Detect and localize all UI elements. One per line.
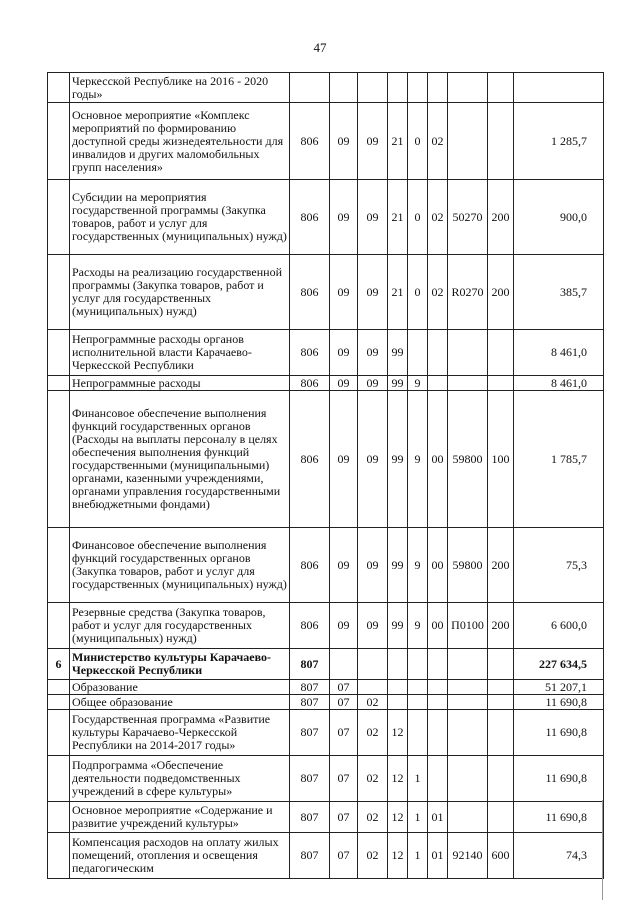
cell-row-number: [48, 603, 70, 649]
cell-row-number: [48, 376, 70, 391]
cell-subprogram: 1: [408, 833, 428, 879]
cell-ministry-code: 807: [290, 680, 330, 695]
cell-program: [388, 649, 408, 680]
cell-direction: [448, 680, 488, 695]
cell-direction: [448, 73, 488, 103]
cell-event: 00: [428, 391, 448, 528]
table-row: [48, 802, 604, 833]
cell-direction: 59800: [448, 391, 488, 528]
cell-subprogram: [408, 710, 428, 756]
cell-expense-type: [488, 802, 514, 833]
cell-subprogram: 9: [408, 391, 428, 528]
cell-event: [428, 73, 448, 103]
cell-subprogram: 0: [408, 255, 428, 330]
cell-direction: R0270: [448, 255, 488, 330]
cell-section: 09: [330, 103, 358, 180]
cell-ministry-code: 807: [290, 756, 330, 802]
cell-program: 99: [388, 330, 408, 376]
cell-subsection: 09: [358, 255, 388, 330]
cell-event: [428, 376, 448, 391]
cell-direction: [448, 710, 488, 756]
cell-subsection: 09: [358, 103, 388, 180]
cell-event: 02: [428, 103, 448, 180]
cell-ministry-code: 806: [290, 528, 330, 603]
cell-subprogram: [408, 680, 428, 695]
cell-program: 99: [388, 603, 408, 649]
cell-event: [428, 330, 448, 376]
cell-row-number: [48, 255, 70, 330]
cell-item-name: Субсидии на мероприятия государственной программы (Закупка товаров, работ и услуг для государственных (муниципальных) нужд): [70, 180, 290, 255]
cell-direction: 92140: [448, 833, 488, 879]
cell-amount: 75,3: [514, 528, 604, 603]
cell-section: 07: [330, 833, 358, 879]
cell-section: 09: [330, 528, 358, 603]
cell-event: 01: [428, 802, 448, 833]
cell-direction: [448, 376, 488, 391]
cell-expense-type: [488, 376, 514, 391]
cell-expense-type: 600: [488, 833, 514, 879]
cell-subsection: 02: [358, 756, 388, 802]
cell-subprogram: 1: [408, 756, 428, 802]
cell-item-name: Образование: [70, 680, 290, 695]
cell-program: 21: [388, 180, 408, 255]
cell-row-number: [48, 802, 70, 833]
cell-expense-type: 200: [488, 528, 514, 603]
cell-event: 00: [428, 528, 448, 603]
cell-event: [428, 756, 448, 802]
cell-event: 02: [428, 180, 448, 255]
cell-program: 99: [388, 528, 408, 603]
cell-section: [330, 649, 358, 680]
cell-amount: 6 600,0: [514, 603, 604, 649]
cell-section: 09: [330, 376, 358, 391]
cell-program: [388, 695, 408, 710]
table-row: [48, 649, 604, 680]
cell-section: 07: [330, 710, 358, 756]
cell-event: [428, 649, 448, 680]
cell-expense-type: [488, 710, 514, 756]
cell-row-number: [48, 756, 70, 802]
cell-amount: 900,0: [514, 180, 604, 255]
table-row: [48, 391, 604, 528]
cell-ministry-code: 806: [290, 180, 330, 255]
cell-row-number: [48, 695, 70, 710]
cell-item-name: Непрограммные расходы органов исполнительной власти Карачаево-Черкесской Республики: [70, 330, 290, 376]
cell-program: 12: [388, 710, 408, 756]
cell-program: 12: [388, 756, 408, 802]
cell-item-name: Подпрограмма «Обеспечение деятельности подведомственных учреждений в сфере культуры»: [70, 756, 290, 802]
cell-direction: [448, 695, 488, 710]
table-row: [48, 103, 604, 180]
cell-program: [388, 73, 408, 103]
cell-section: 09: [330, 330, 358, 376]
cell-row-number: [48, 391, 70, 528]
cell-event: [428, 710, 448, 756]
cell-row-number: [48, 73, 70, 103]
table-body: [48, 73, 604, 879]
cell-row-number: [48, 330, 70, 376]
cell-subsection: 02: [358, 695, 388, 710]
cell-amount: 1 785,7: [514, 391, 604, 528]
cell-subsection: 02: [358, 710, 388, 756]
cell-ministry-code: 807: [290, 649, 330, 680]
cell-event: 00: [428, 603, 448, 649]
cell-item-name: Финансовое обеспечение выполнения функций государственных органов (Расходы на выплаты персоналу в целях обеспечения выполнения функций государственными (муниципальными) органами, казенными учреждениями, органами управления государственными внебюджетными фондами): [70, 391, 290, 528]
cell-item-name: Государственная программа «Развитие культуры Карачаево-Черкесской Республики на 2014-2017 годы»: [70, 710, 290, 756]
cell-amount: 227 634,5: [514, 649, 604, 680]
table-row: [48, 376, 604, 391]
cell-item-name: Министерство культуры Карачаево-Черкесской Республики: [70, 649, 290, 680]
cell-row-number: 6: [48, 649, 70, 680]
table-row: [48, 528, 604, 603]
cell-program: 21: [388, 103, 408, 180]
cell-expense-type: 100: [488, 391, 514, 528]
cell-row-number: [48, 680, 70, 695]
table-row: [48, 180, 604, 255]
cell-direction: [448, 756, 488, 802]
cell-ministry-code: 807: [290, 710, 330, 756]
cell-program: 99: [388, 376, 408, 391]
cell-direction: П0100: [448, 603, 488, 649]
cell-ministry-code: 807: [290, 695, 330, 710]
cell-amount: 1 285,7: [514, 103, 604, 180]
cell-amount: 11 690,8: [514, 756, 604, 802]
cell-item-name: Непрограммные расходы: [70, 376, 290, 391]
cell-expense-type: [488, 103, 514, 180]
cell-subprogram: [408, 649, 428, 680]
cell-subprogram: 1: [408, 802, 428, 833]
table-row: [48, 756, 604, 802]
cell-subprogram: 0: [408, 180, 428, 255]
cell-subsection: 09: [358, 603, 388, 649]
table-row: [48, 330, 604, 376]
table-row: [48, 695, 604, 710]
cell-section: 07: [330, 680, 358, 695]
cell-subsection: [358, 649, 388, 680]
cell-event: [428, 680, 448, 695]
cell-item-name: Компенсация расходов на оплату жилых помещений, отопления и освещения педагогическим: [70, 833, 290, 879]
cell-direction: 59800: [448, 528, 488, 603]
cell-program: [388, 680, 408, 695]
cell-ministry-code: 806: [290, 330, 330, 376]
cell-expense-type: 200: [488, 180, 514, 255]
cell-section: 09: [330, 603, 358, 649]
cell-row-number: [48, 180, 70, 255]
cell-section: 09: [330, 180, 358, 255]
cell-row-number: [48, 528, 70, 603]
cell-subsection: 02: [358, 833, 388, 879]
cell-program: 12: [388, 833, 408, 879]
cell-program: 21: [388, 255, 408, 330]
cell-expense-type: 200: [488, 603, 514, 649]
cell-item-name: Общее образование: [70, 695, 290, 710]
cell-program: 99: [388, 391, 408, 528]
cell-section: 09: [330, 255, 358, 330]
cell-item-name: Основное мероприятие «Содержание и развитие учреждений культуры»: [70, 802, 290, 833]
cell-expense-type: [488, 330, 514, 376]
cell-amount: 8 461,0: [514, 330, 604, 376]
table-row: [48, 833, 604, 879]
cell-amount: 385,7: [514, 255, 604, 330]
cell-ministry-code: 806: [290, 103, 330, 180]
cell-direction: [448, 330, 488, 376]
cell-amount: 11 690,8: [514, 802, 604, 833]
cell-item-name: Резервные средства (Закупка товаров, работ и услуг для государственных (муниципальных) нужд): [70, 603, 290, 649]
cell-direction: [448, 802, 488, 833]
cell-subsection: 09: [358, 330, 388, 376]
cell-section: 07: [330, 695, 358, 710]
cell-subsection: 09: [358, 376, 388, 391]
cell-direction: [448, 103, 488, 180]
cell-section: 09: [330, 391, 358, 528]
cell-amount: 51 207,1: [514, 680, 604, 695]
cell-expense-type: 200: [488, 255, 514, 330]
cell-section: 07: [330, 756, 358, 802]
cell-event: 01: [428, 833, 448, 879]
table-row: [48, 680, 604, 695]
cell-subprogram: 9: [408, 376, 428, 391]
cell-amount: 11 690,8: [514, 710, 604, 756]
cell-ministry-code: 807: [290, 802, 330, 833]
table-row: [48, 73, 604, 103]
table-row: [48, 710, 604, 756]
cell-subprogram: 9: [408, 528, 428, 603]
page-number: 47: [313, 40, 327, 55]
cell-subsection: [358, 73, 388, 103]
cell-section: 07: [330, 802, 358, 833]
cell-ministry-code: 807: [290, 833, 330, 879]
table-row: [48, 255, 604, 330]
cell-row-number: [48, 833, 70, 879]
cell-event: [428, 695, 448, 710]
cell-amount: [514, 73, 604, 103]
cell-ministry-code: 806: [290, 376, 330, 391]
table-row: [48, 603, 604, 649]
cell-subsection: 09: [358, 180, 388, 255]
cell-amount: 8 461,0: [514, 376, 604, 391]
cell-item-name: Финансовое обеспечение выполнения функций государственных органов (Закупка товаров, работ и услуг для государственных (муниципальных) нужд): [70, 528, 290, 603]
cell-subprogram: [408, 695, 428, 710]
cell-subsection: 02: [358, 802, 388, 833]
cell-amount: 74,3: [514, 833, 604, 879]
cell-section: [330, 73, 358, 103]
cell-subprogram: [408, 73, 428, 103]
cell-direction: [448, 649, 488, 680]
cell-ministry-code: 806: [290, 255, 330, 330]
budget-table: [47, 72, 604, 879]
scan-edge-line: [602, 800, 603, 900]
cell-event: 02: [428, 255, 448, 330]
cell-expense-type: [488, 73, 514, 103]
cell-item-name: Основное мероприятие «Комплекс мероприятий по формированию доступной среды жизнедеятельности для инвалидов и других маломобильных групп населения»: [70, 103, 290, 180]
cell-ministry-code: [290, 73, 330, 103]
cell-ministry-code: 806: [290, 603, 330, 649]
cell-ministry-code: 806: [290, 391, 330, 528]
cell-amount: 11 690,8: [514, 695, 604, 710]
cell-subprogram: [408, 330, 428, 376]
cell-subsection: [358, 680, 388, 695]
cell-expense-type: [488, 756, 514, 802]
cell-subsection: 09: [358, 391, 388, 528]
cell-subprogram: 0: [408, 103, 428, 180]
cell-direction: 50270: [448, 180, 488, 255]
cell-program: 12: [388, 802, 408, 833]
cell-item-name: Расходы на реализацию государственной программы (Закупка товаров, работ и услуг для государственных (муниципальных) нужд): [70, 255, 290, 330]
cell-item-name: Черкесской Республике на 2016 - 2020 годы»: [70, 73, 290, 103]
cell-expense-type: [488, 680, 514, 695]
cell-expense-type: [488, 649, 514, 680]
cell-expense-type: [488, 695, 514, 710]
cell-row-number: [48, 103, 70, 180]
cell-row-number: [48, 710, 70, 756]
cell-subsection: 09: [358, 528, 388, 603]
cell-subprogram: 9: [408, 603, 428, 649]
